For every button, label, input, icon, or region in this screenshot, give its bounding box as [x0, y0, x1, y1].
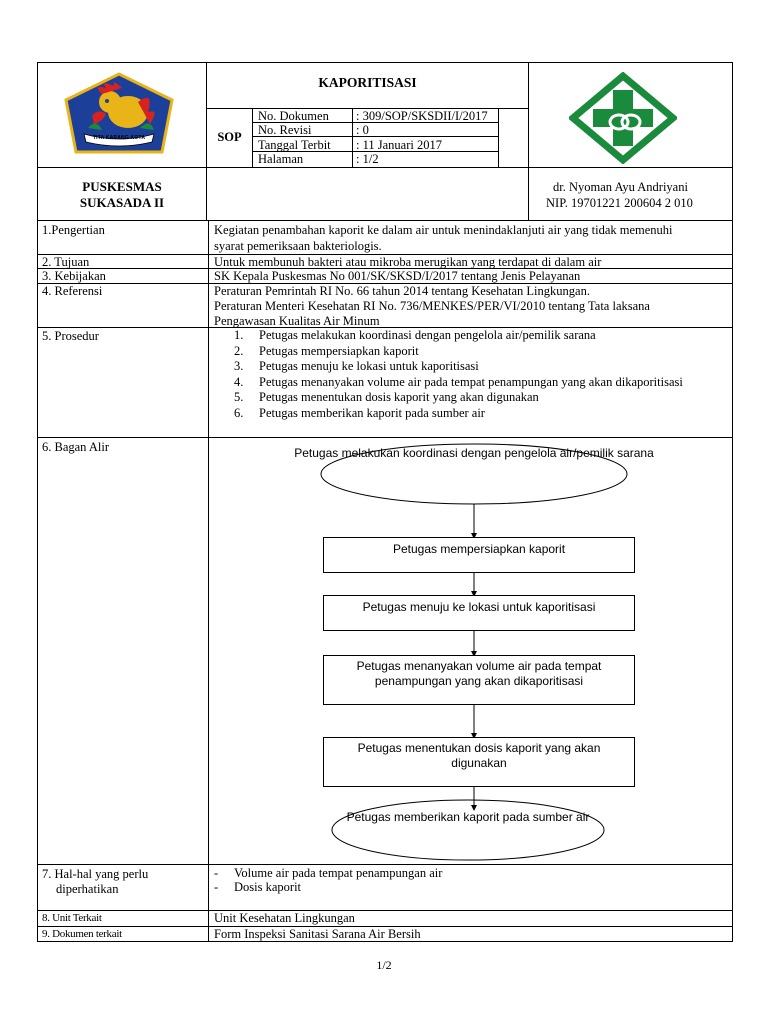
puskesmas-name-line2: SUKASADA II	[79, 195, 165, 210]
unit-terkait-label: 8. Unit Terkait	[42, 912, 102, 924]
referensi-label: 4. Referensi	[42, 284, 103, 298]
revision-label: No. Revisi	[258, 123, 312, 137]
document-title: KAPORITISASI	[318, 75, 417, 90]
prosedur-label: 5. Prosedur	[42, 329, 99, 343]
pengertian-line1: Kegiatan penambahan kaporit ke dalam air untuk menindaklanjuti air yang tidak memenuhi	[214, 223, 673, 237]
kebijakan-text: SK Kepala Puskesmas No 001/SK/SKSD/I/2017 tentang Jenis Pelayanan	[214, 269, 581, 283]
hal-hal-item1: Volume air pada tempat penampungan air	[234, 866, 443, 880]
step-text: Petugas menuju ke lokasi untuk kaporitisasi	[259, 359, 479, 373]
flow-step-4-line2: penampungan yang akan dikaporitisasi	[374, 674, 584, 688]
step-text: Petugas mempersiapkan kaporit	[259, 343, 419, 358]
page-label: Halaman	[258, 152, 304, 166]
step-number: 5.	[234, 390, 244, 404]
step-number: 3.	[234, 359, 244, 373]
doc-number-label: No. Dokumen	[258, 109, 329, 123]
step-text: Petugas menanyakan volume air pada tempat penampungan yang akan dikaporitisasi	[259, 374, 683, 389]
hal-hal-bullet: -	[214, 866, 219, 880]
doc-number-value: : 309/SOP/SKSDII/I/2017	[356, 109, 488, 123]
puskesmas-name-line1: PUSKESMAS	[82, 179, 162, 194]
hal-hal-item2: Dosis kaporit	[234, 880, 302, 894]
flow-step-3-text: Petugas menuju ke lokasi untuk kaporitisasi	[362, 600, 596, 614]
flow-step-2	[323, 537, 635, 573]
flow-step-4	[323, 655, 635, 705]
flow-step-2-text: Petugas mempersiapkan kaporit	[392, 542, 566, 556]
step-text: Petugas menentukan dosis kaporit yang akan digunakan	[259, 390, 539, 404]
revision-value: : 0	[356, 123, 369, 137]
referensi-2a: Peraturan Menteri Kesehatan RI No. 736/MENKES/PER/VI/2010 tentang Tata laksana	[214, 299, 650, 313]
referensi-2b: Pengawasan Kualitas Air Minum	[214, 314, 380, 328]
page-value: : 1/2	[356, 152, 379, 166]
flow-end-text: Petugas memberikan kaporit pada sumber air	[346, 810, 590, 824]
referensi-1: Peraturan Pemrintah RI No. 66 tahun 2014 tentang Kesehatan Lingkungan.	[214, 284, 590, 298]
flow-step-3	[323, 595, 635, 631]
hal-hal-bullet: -	[214, 880, 219, 894]
step-number: 1.	[234, 328, 244, 342]
kebijakan-label: 3. Kebijakan	[42, 269, 106, 283]
pengertian-line2: syarat pemeriksaan bakteriologis.	[214, 239, 382, 253]
dokumen-terkait-label: 9. Dokumen terkait	[42, 928, 122, 940]
unit-terkait-text: Unit Kesehatan Lingkungan	[214, 911, 355, 925]
sop-label: SOP	[217, 130, 242, 144]
flow-step-4-line1: Petugas menanyakan volume air pada tempat	[356, 659, 602, 673]
step-number: 6.	[234, 405, 244, 420]
pengertian-label: 1.Pengertian	[42, 223, 105, 237]
signer-nip: NIP. 19701221 200604 2 010	[546, 196, 693, 210]
flow-step-5-line2: digunakan	[451, 756, 507, 770]
hal-hal-label-line2: diperhatikan	[56, 882, 119, 896]
logo-motto: TITA KARANG KOTA	[92, 135, 146, 141]
issue-date-value: : 11 Januari 2017	[356, 138, 442, 152]
hal-hal-label-line1: 7. Hal-hal yang perlu	[42, 867, 149, 881]
issue-date-label: Tanggal Terbit	[258, 138, 331, 152]
footer-page-number: 1/2	[376, 958, 392, 972]
step-text: Petugas melakukan koordinasi dengan pengelola air/pemilik sarana	[259, 328, 596, 342]
step-number: 2.	[234, 343, 244, 358]
flow-start-text: Petugas melakukan koordinasi dengan pengelola air/pemilik sarana	[294, 446, 654, 460]
flow-step-5	[323, 737, 635, 787]
dokumen-terkait-text: Form Inspeksi Sanitasi Sarana Air Bersih	[214, 927, 421, 941]
flow-step-5-line1: Petugas menentukan dosis kaporit yang akan	[357, 741, 601, 755]
bagan-alir-label: 6. Bagan Alir	[42, 440, 110, 454]
signer-name: dr. Nyoman Ayu Andriyani	[553, 180, 688, 194]
flow-end-shape	[332, 800, 604, 860]
step-text: Petugas memberikan kaporit pada sumber air	[259, 405, 485, 420]
tujuan-label: 2. Tujuan	[42, 255, 90, 269]
step-number: 4.	[234, 374, 244, 389]
tujuan-text: Untuk membunuh bakteri atau mikroba merugikan yang terdapat di dalam air	[214, 255, 602, 269]
